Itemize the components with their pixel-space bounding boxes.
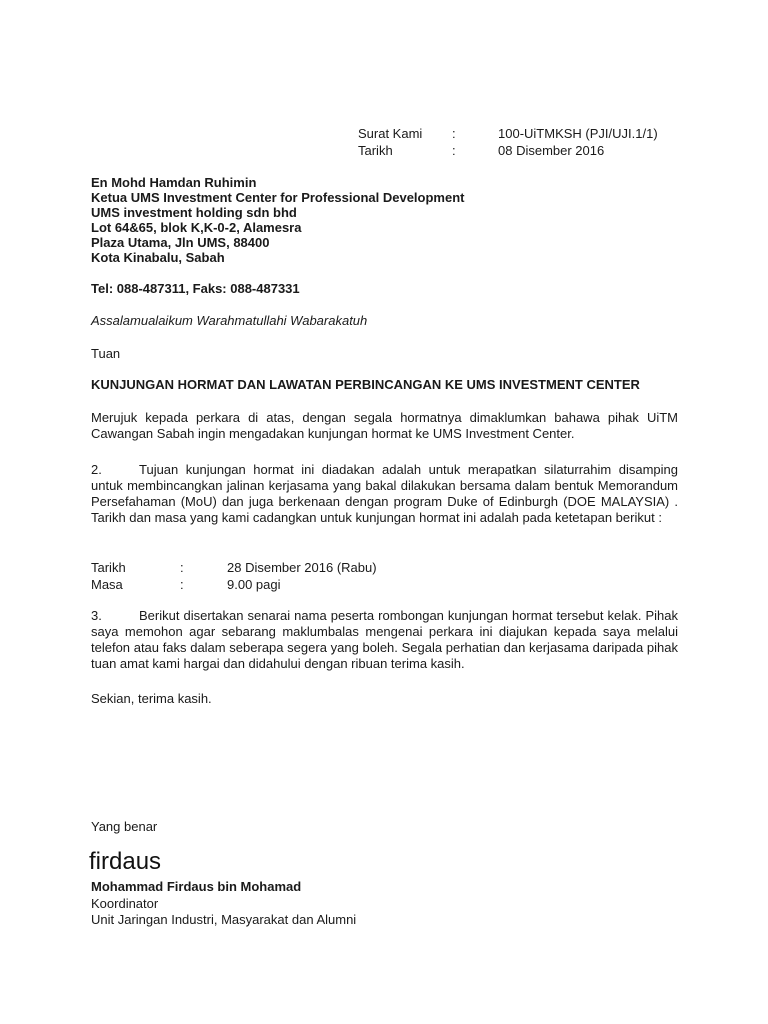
reference-block	[358, 125, 688, 159]
paragraph-3-text: Berikut disertakan senarai nama peserta rombongan kunjungan hormat tersebut kelak. Pihak saya memohon agar sebarang maklumbalas mengenai perkara ini diajukan kepada saya melalui telefon atau faks dalam seberapa segera yang boleh. Segala perhatian dan kerjasama daripada pihak tuan amat kami hargai dan didahului dengan ribuan terima kasih.	[91, 608, 678, 671]
recipient-address-line-3: Kota Kinabalu, Sabah	[91, 250, 225, 265]
recipient-position: Ketua UMS Investment Center for Professional Development	[91, 190, 465, 205]
visit-schedule	[91, 559, 411, 593]
recipient-address-line-2: Plaza Utama, Jln UMS, 88400	[91, 235, 270, 250]
signatory-unit: Unit Jaringan Industri, Masyarakat dan Alumni	[91, 912, 357, 927]
schedule-date-value: 28 Disember 2016 (Rabu)	[227, 560, 377, 575]
paragraph-2	[91, 462, 678, 526]
valediction: Yang benar	[91, 819, 158, 834]
recipient-contact: Tel: 088-487311, Faks: 088-487331	[91, 281, 300, 296]
signatory-name: Mohammad Firdaus bin Mohamad	[91, 879, 302, 894]
salutation: Tuan	[91, 346, 121, 361]
paragraph-number: 2.	[91, 462, 102, 477]
signatory-title: Koordinator	[91, 896, 159, 911]
schedule-time-label: Masa	[91, 577, 123, 592]
reference-row	[358, 125, 688, 142]
paragraph-number: 3.	[91, 608, 102, 623]
recipient-company: UMS investment holding sdn bhd	[91, 205, 297, 220]
schedule-date-row	[91, 559, 411, 576]
date-label: Tarikh	[358, 143, 393, 158]
closing-line: Sekian, terima kasih.	[91, 691, 212, 706]
date-colon: :	[452, 143, 456, 158]
recipient-address	[91, 175, 691, 265]
signature: firdaus	[89, 848, 162, 875]
schedule-date-label: Tarikh	[91, 560, 126, 575]
paragraph-2-text: Tujuan kunjungan hormat ini diadakan adalah untuk merapatkan silaturrahim disamping untuk membincangkan jalinan kerjasama yang bakal dilakukan bersama dalam bentuk Memorandum Persefahaman (MoU) dan juga berkenaan dengan program Duke of Edinburgh (DOE MALAYSIA) . Tarikh dan masa yang kami cadangkan untuk kunjungan hormat ini adalah pada ketetapan berikut :	[91, 462, 678, 525]
greeting: Assalamualaikum Warahmatullahi Wabarakatuh	[91, 313, 368, 328]
letter-date: 08 Disember 2016	[498, 143, 605, 158]
schedule-colon: :	[180, 560, 184, 575]
date-row	[358, 142, 688, 159]
paragraph-1: Merujuk kepada perkara di atas, dengan segala hormatnya dimaklumkan bahawa pihak UiTM Cawangan Sabah ingin mengadakan kunjungan hormat ke UMS Investment Center.	[91, 410, 678, 441]
reference-number: 100-UiTMKSH (PJI/UJI.1/1)	[498, 126, 658, 141]
recipient-name: En Mohd Hamdan Ruhimin	[91, 175, 257, 190]
schedule-time-value: 9.00 pagi	[227, 577, 281, 592]
reference-label: Surat Kami	[358, 126, 423, 141]
recipient-address-line-1: Lot 64&65, blok K,K-0-2, Alamesra	[91, 220, 302, 235]
paragraph-3	[91, 608, 678, 672]
schedule-colon: :	[180, 577, 184, 592]
schedule-time-row	[91, 576, 411, 593]
subject-heading: KUNJUNGAN HORMAT DAN LAWATAN PERBINCANGAN KE UMS INVESTMENT CENTER	[91, 377, 640, 392]
reference-colon: :	[452, 126, 456, 141]
